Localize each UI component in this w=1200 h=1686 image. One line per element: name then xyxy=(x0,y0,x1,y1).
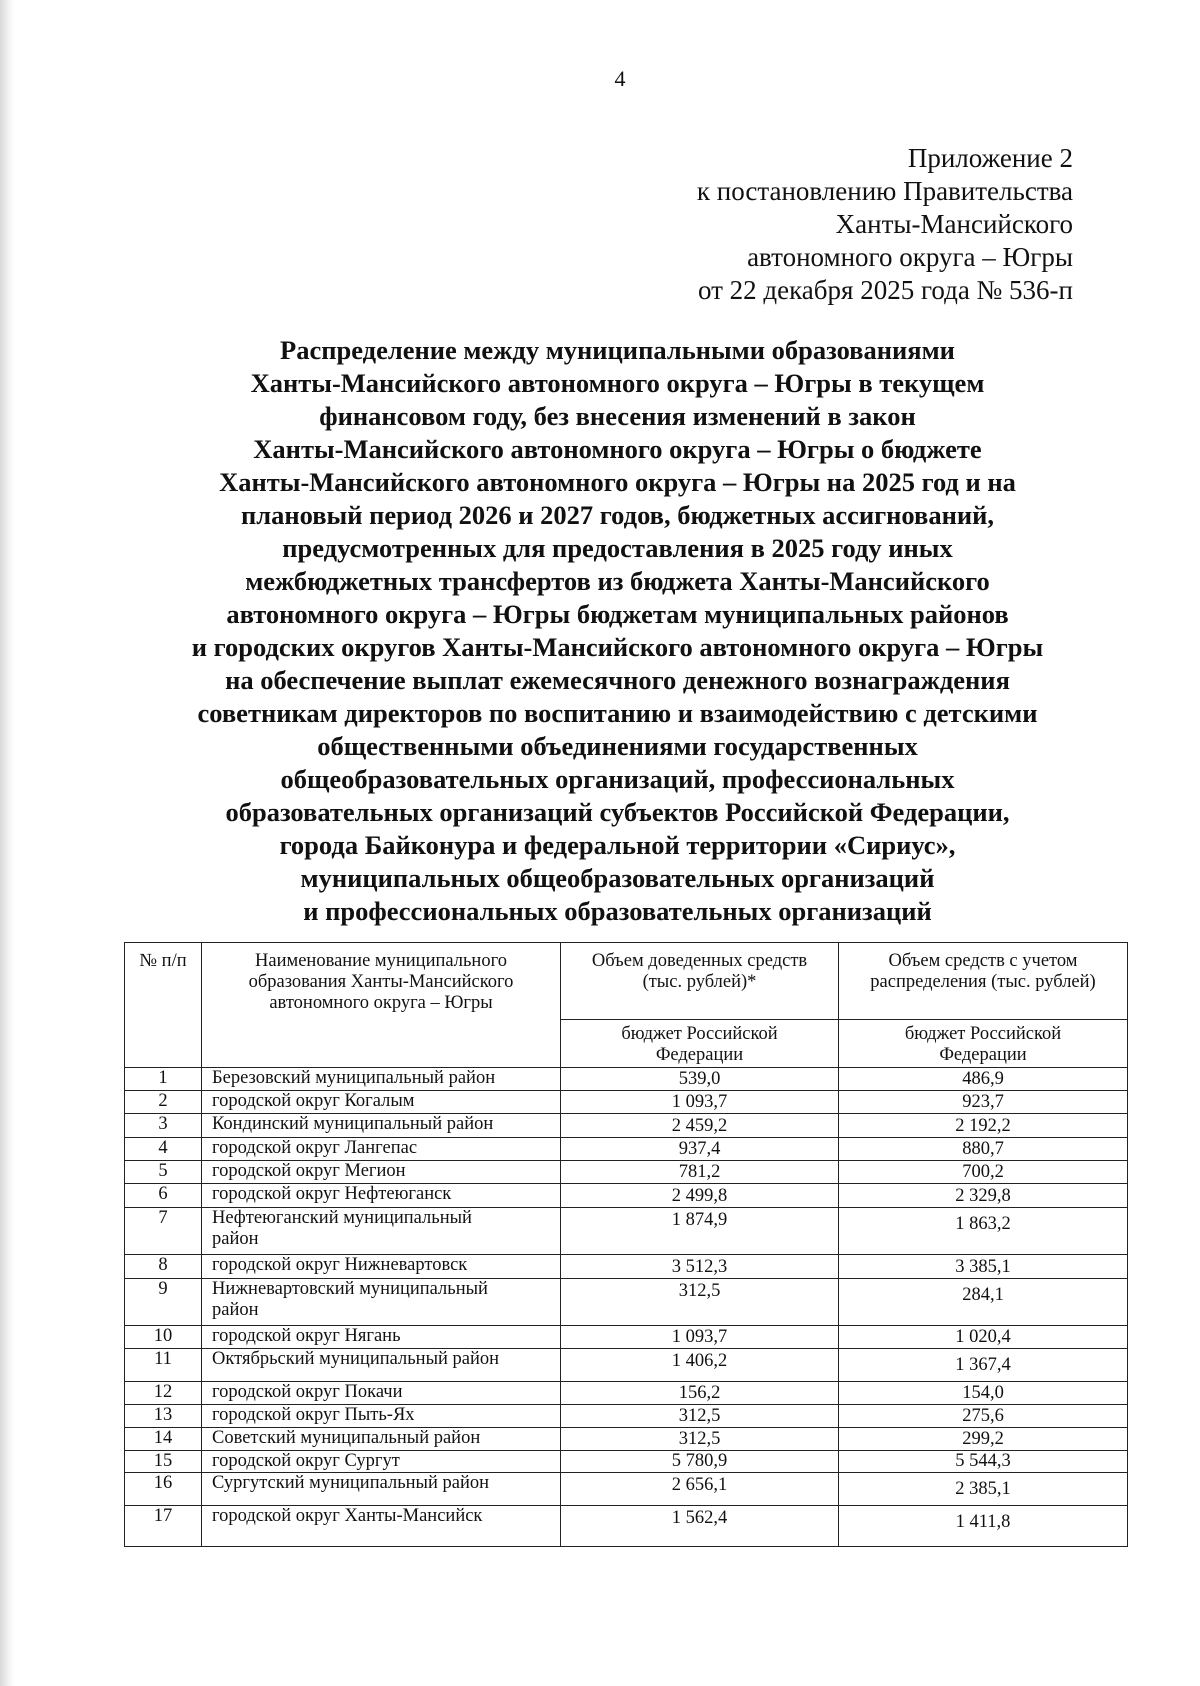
table-row xyxy=(125,1114,1128,1138)
row-name xyxy=(202,1326,561,1349)
title-line: плановый период 2026 и 2027 годов, бюджетных ассигнований, xyxy=(240,500,995,530)
page-number: 4 xyxy=(614,66,626,91)
appendix-line: Приложение 2 xyxy=(907,143,1073,173)
row-distributed: 1 020,4 xyxy=(839,1326,1128,1349)
title-line: Ханты-Мансийского автономного округа – Югры в текущем xyxy=(250,368,985,398)
header-name-line: автономного округа – Югры xyxy=(269,993,493,1013)
row-name-line: Нижневартовский муниципальный xyxy=(212,1279,488,1299)
table-row xyxy=(125,1506,1128,1547)
title-line: на обеспечение выплат ежемесячного денежного вознаграждения xyxy=(225,665,1010,695)
title-line: и городских округов Ханты-Мансийского автономного округа – Югры xyxy=(191,632,1044,662)
row-name xyxy=(202,1138,561,1161)
row-allocated: 539,0 xyxy=(561,1068,839,1091)
appendix-line: Ханты-Мансийского xyxy=(835,209,1073,239)
row-num: 16 xyxy=(125,1473,202,1506)
table-row xyxy=(125,1184,1128,1208)
row-allocated: 156,2 xyxy=(561,1382,839,1405)
title-line: предусмотренных для предоставления в 2025 году иных xyxy=(282,533,953,563)
row-num: 7 xyxy=(125,1208,202,1255)
row-distributed: 880,7 xyxy=(839,1138,1128,1161)
row-name xyxy=(202,1405,561,1428)
table-row xyxy=(125,1161,1128,1184)
appendix-block xyxy=(697,142,1073,307)
row-distributed: 2 192,2 xyxy=(839,1114,1128,1138)
row-name xyxy=(202,1255,561,1279)
table-row xyxy=(125,1326,1128,1349)
row-distributed: 2 385,1 xyxy=(839,1473,1128,1506)
subheader-distributed xyxy=(839,1020,1128,1068)
header-allocated xyxy=(561,943,839,1020)
header-distributed-line: Объем средств с учетом xyxy=(888,951,1078,971)
title-line: советникам директоров по воспитанию и взаимодействию с детскими xyxy=(197,698,1038,728)
row-name-line: Октябрьский муниципальный район xyxy=(212,1349,500,1369)
row-name xyxy=(202,1114,561,1138)
row-num: 13 xyxy=(125,1405,202,1428)
header-name-line: Наименование муниципального xyxy=(255,951,507,971)
subheader-allocated-line: бюджет Российской xyxy=(621,1024,778,1044)
row-name-line: городской округ Нягань xyxy=(212,1326,401,1346)
title-line: Ханты-Мансийского автономного округа – Югры о бюджете xyxy=(253,434,982,464)
appendix-line: автономного округа – Югры xyxy=(747,242,1073,272)
table-row xyxy=(125,1208,1128,1255)
row-distributed: 284,1 xyxy=(839,1279,1128,1326)
row-name xyxy=(202,1349,561,1382)
table-row xyxy=(125,1138,1128,1161)
title-line: общественными объединениями государственных xyxy=(317,731,918,761)
row-allocated: 3 512,3 xyxy=(561,1255,839,1279)
header-name xyxy=(202,943,561,1068)
row-allocated: 937,4 xyxy=(561,1138,839,1161)
table-row xyxy=(125,1473,1128,1506)
row-num: 5 xyxy=(125,1161,202,1184)
row-allocated: 1 093,7 xyxy=(561,1091,839,1114)
table-row xyxy=(125,1451,1128,1473)
title-line: и профессиональных образовательных организаций xyxy=(303,896,932,926)
table-row xyxy=(125,1405,1128,1428)
row-name-line: городской округ Покачи xyxy=(212,1382,403,1402)
row-num: 14 xyxy=(125,1428,202,1451)
row-name-line: Нефтеюганский муниципальный xyxy=(212,1208,472,1228)
row-name-line: городской округ Сургут xyxy=(212,1451,400,1471)
title-line: Ханты-Мансийского автономного округа – Югры на 2025 год и на xyxy=(219,467,1016,497)
row-name xyxy=(202,1091,561,1114)
subheader-distributed-line: бюджет Российской xyxy=(904,1024,1062,1044)
row-allocated: 1 562,4 xyxy=(561,1506,839,1547)
row-name-line: Сургутский муниципальный район xyxy=(212,1473,490,1493)
row-name-line: район xyxy=(212,1229,259,1249)
table-row xyxy=(125,1382,1128,1405)
row-name xyxy=(202,1068,561,1091)
row-distributed: 1 367,4 xyxy=(839,1349,1128,1382)
table-row xyxy=(125,1428,1128,1451)
row-distributed: 923,7 xyxy=(839,1091,1128,1114)
subheader-allocated-line: Федерации xyxy=(655,1045,744,1065)
row-num: 10 xyxy=(125,1326,202,1349)
title-line: межбюджетных трансфертов из бюджета Ханты-Мансийского xyxy=(245,566,990,596)
row-distributed: 275,6 xyxy=(839,1405,1128,1428)
row-name-line: Советский муниципальный район xyxy=(212,1428,481,1448)
table-row xyxy=(125,1255,1128,1279)
row-name xyxy=(202,1428,561,1451)
row-allocated: 1 093,7 xyxy=(561,1326,839,1349)
document-title xyxy=(115,334,1120,928)
row-allocated: 5 780,9 xyxy=(561,1451,839,1473)
row-distributed: 299,2 xyxy=(839,1428,1128,1451)
row-num: 17 xyxy=(125,1506,202,1547)
row-name-line: городской округ Нижневартовск xyxy=(212,1255,468,1275)
header-distributed xyxy=(839,943,1128,1020)
row-name xyxy=(202,1184,561,1208)
row-distributed: 700,2 xyxy=(839,1161,1128,1184)
header-allocated-line: Объем доведенных средств xyxy=(591,951,808,971)
row-name-line: городской округ Пыть-Ях xyxy=(212,1405,415,1425)
row-name-line: городской округ Ханты-Мансийск xyxy=(212,1506,483,1526)
table-row xyxy=(125,1091,1128,1114)
row-distributed: 1 411,8 xyxy=(839,1506,1128,1547)
row-allocated: 781,2 xyxy=(561,1161,839,1184)
row-name xyxy=(202,1451,561,1473)
table-row xyxy=(125,1349,1128,1382)
row-allocated: 1 406,2 xyxy=(561,1349,839,1382)
row-allocated: 312,5 xyxy=(561,1279,839,1326)
title-line: муниципальных общеобразовательных организаций xyxy=(300,863,935,893)
row-name-line: Кондинский муниципальный район xyxy=(212,1114,494,1134)
row-allocated: 312,5 xyxy=(561,1405,839,1428)
row-name xyxy=(202,1382,561,1405)
row-num: 11 xyxy=(125,1349,202,1382)
row-num: 8 xyxy=(125,1255,202,1279)
row-num: 3 xyxy=(125,1114,202,1138)
row-name-line: городской округ Когалым xyxy=(212,1091,415,1111)
row-distributed: 486,9 xyxy=(839,1068,1128,1091)
row-num: 1 xyxy=(125,1068,202,1091)
row-name-line: городской округ Нефтеюганск xyxy=(212,1184,452,1204)
appendix-line: от 22 декабря 2025 года № 536-п xyxy=(697,275,1073,305)
row-num: 15 xyxy=(125,1451,202,1473)
header-allocated-line: (тыс. рублей)* xyxy=(642,972,757,992)
row-distributed: 5 544,3 xyxy=(839,1451,1128,1473)
row-allocated: 2 499,8 xyxy=(561,1184,839,1208)
title-line: города Байконура и федеральной территории «Сириус», xyxy=(279,830,956,860)
title-line: образовательных организаций субъектов Российской Федерации, xyxy=(225,797,1010,827)
row-distributed: 2 329,8 xyxy=(839,1184,1128,1208)
row-name xyxy=(202,1161,561,1184)
title-line: Распределение между муниципальными образованиями xyxy=(280,335,955,365)
row-allocated: 2 459,2 xyxy=(561,1114,839,1138)
table-row xyxy=(125,1068,1128,1091)
subheader-distributed-line: Федерации xyxy=(939,1045,1027,1065)
row-num: 12 xyxy=(125,1382,202,1405)
header-num: № п/п xyxy=(125,943,202,1068)
header-name-line: образования Ханты-Мансийского xyxy=(248,972,514,992)
row-name xyxy=(202,1473,561,1506)
row-num: 9 xyxy=(125,1279,202,1326)
row-num: 2 xyxy=(125,1091,202,1114)
row-num: 6 xyxy=(125,1184,202,1208)
appendix-line: к постановлению Правительства xyxy=(696,176,1073,206)
row-allocated: 2 656,1 xyxy=(561,1473,839,1506)
row-num: 4 xyxy=(125,1138,202,1161)
row-distributed: 1 863,2 xyxy=(839,1208,1128,1255)
row-distributed: 3 385,1 xyxy=(839,1255,1128,1279)
row-name xyxy=(202,1279,561,1326)
header-distributed-line: распределения (тыс. рублей) xyxy=(870,972,1096,992)
row-distributed: 154,0 xyxy=(839,1382,1128,1405)
title-line: автономного округа – Югры бюджетам муниципальных районов xyxy=(226,599,1009,629)
title-line: общеобразовательных организаций, профессиональных xyxy=(280,764,955,794)
row-allocated: 312,5 xyxy=(561,1428,839,1451)
row-name-line: район xyxy=(212,1300,259,1320)
scan-edge-shadow xyxy=(0,0,14,1686)
table-header-row xyxy=(125,943,1128,1020)
row-name-line: городской округ Лангепас xyxy=(212,1138,418,1158)
row-allocated: 1 874,9 xyxy=(561,1208,839,1255)
row-name-line: Березовский муниципальный район xyxy=(212,1068,496,1088)
distribution-table xyxy=(124,942,1128,1547)
row-name-line: городской округ Мегион xyxy=(212,1161,406,1181)
row-name xyxy=(202,1208,561,1255)
row-name xyxy=(202,1506,561,1547)
table-row xyxy=(125,1279,1128,1326)
title-line: финансовом году, без внесения изменений в закон xyxy=(319,401,916,431)
subheader-allocated xyxy=(561,1020,839,1068)
